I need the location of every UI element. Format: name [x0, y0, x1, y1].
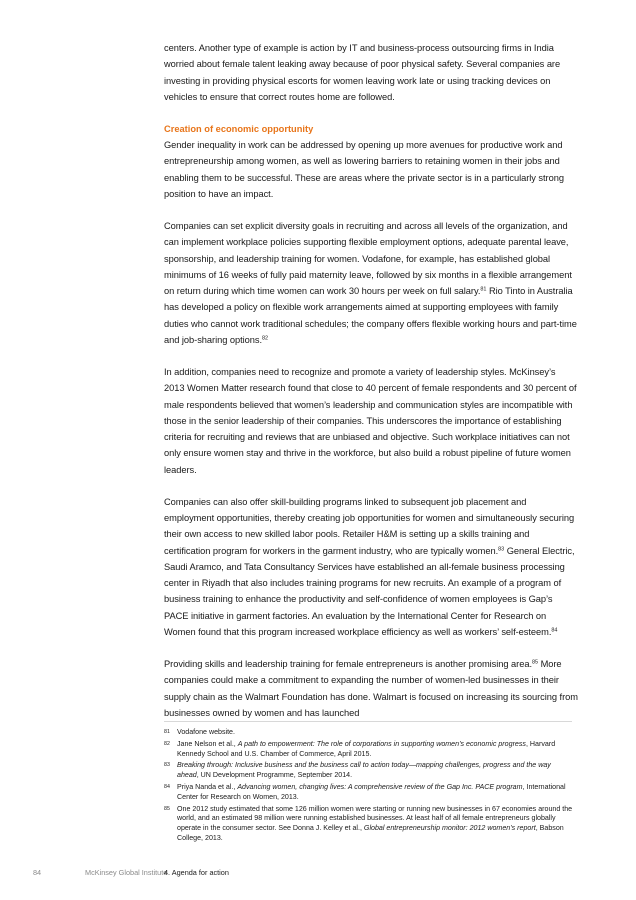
- section-heading: Creation of economic opportunity: [164, 124, 314, 134]
- footnotes: [164, 728, 574, 846]
- main-content: [164, 40, 578, 721]
- footnote-text: Priya Nanda et al.,: [177, 783, 238, 792]
- footnote-number: 85: [164, 805, 170, 812]
- paragraph-text: Providing skills and leadership training for female entrepreneurs is another promising area.: [164, 659, 532, 669]
- footnote-text: , Harvard Kennedy School and U.S. Chamber of Commerce, April 2015.: [177, 739, 556, 758]
- footnote-text: , International Center for Research on Women, 2013.: [177, 783, 566, 801]
- footnote-number: 84: [164, 784, 170, 791]
- footnote-number: 83: [164, 762, 170, 769]
- footnote-title: Breaking through: Inclusive business and the business call to action today—mapping challenges, progress and the way ahead: [177, 761, 551, 780]
- footnote-text: Jane Nelson et al.,: [177, 739, 238, 748]
- footnote-text: One 2012 study estimated that some 126 million women were starting or running new businesses in 67 economies around the world, and an estimated 98 million were running established businesses. At least half of all female entrepreneurs globally operate in the consumer sector. See Donna J. Kelley et al.,: [177, 804, 573, 833]
- footnote: [164, 805, 574, 844]
- footnote-divider: [164, 721, 572, 722]
- body-paragraph: [164, 656, 578, 721]
- section-title: 4. Agenda for action: [164, 868, 229, 877]
- footnote-reference[interactable]: 84: [551, 627, 558, 634]
- paragraph-text: Companies can also offer skill-building programs linked to subsequent job placement and employment opportunities, thereby creating job opportunities for women and simultaneously securing their own access to new skilled labor pools. Retailer H&M is setting up a skills training and certification program for workers in the garment industry, who are typically women.: [164, 496, 575, 556]
- footnote-number: 82: [164, 740, 170, 747]
- body-paragraph: Gender inequality in work can be addressed by opening up more avenues for productive work and entrepreneurship among women, as well as lowering barriers to retaining women in their jobs and enabling them to be successful. These are areas where the private sector is in a particularly strong position to have an impact.: [164, 140, 564, 199]
- footnote-reference[interactable]: 85: [532, 659, 539, 666]
- footnote-title: Advancing women, changing lives: A comprehensive review of the Gap Inc. PACE program: [237, 783, 523, 792]
- paragraph-text: Companies can set explicit diversity goals in recruiting and across all levels of the organization, and can implement workplace policies supporting flexible employment options, adequate parental leave, sponsorship, and leadership training for women. Vodafone, for example, has established global minimums of 16 weeks of fully paid maternity leave, followed by six months in a flexible arrangement on return during which time women can work 30 hours per week on full salary.: [164, 221, 572, 296]
- body-paragraph: [164, 218, 578, 348]
- body-paragraph: [164, 494, 578, 640]
- footnote-text: , UN Development Programme, September 2014.: [196, 771, 353, 780]
- page-number: 84: [33, 868, 42, 877]
- paragraph-text: More companies could make a commitment to expanding the number of women-led businesses in their supply chain as the Walmart Foundation has done. Walmart is focused on increasing its sourcing from businesses owned by women and has launched: [164, 659, 578, 718]
- paragraph-text: General Electric, Saudi Aramco, and Tata Consultancy Services have established an all-female business processing center in Riyadh that also includes training programs for new recruits. An example of a program of business training to enhance the productivity and self-confidence of women employees is Gap’s PACE initiative in garment factories. An evaluation by the International Center for Research on Women found that this program increased workplace efficiency as well as workers’ self-esteem.: [164, 545, 575, 637]
- footnote-title: A path to empowerment: The role of corporations in supporting women’s economic progress: [237, 739, 526, 748]
- footnote-text: , Babson College, 2013.: [177, 824, 564, 842]
- footnote: [164, 740, 574, 759]
- footnote: [164, 783, 574, 802]
- footnote-reference[interactable]: 83: [498, 546, 505, 552]
- footnote-title: Global entrepreneurship monitor: 2012 women’s report: [363, 824, 536, 833]
- footnote-reference[interactable]: 82: [262, 335, 269, 342]
- footnote-reference[interactable]: 81: [480, 286, 487, 293]
- footnote: [164, 728, 574, 738]
- paragraph-text: Rio Tinto in Australia has developed a policy on flexible work arrangements aimed at supporting employees with family duties who cannot work traditional schedules; the company offers flexible working hours and part-time and job-sharing options.: [164, 286, 577, 345]
- body-paragraph: centers. Another type of example is action by IT and business-process outsourcing firms in India worried about female talent leaking away because of poor physical safety. Several companies are investing in providing physical escorts for women leaving work late or using tracking devices on vehicles to ensure that correct routes home are followed.: [164, 43, 561, 102]
- publisher-name: McKinsey Global Institute: [85, 868, 168, 877]
- footnote-text: Vodafone website.: [177, 728, 235, 736]
- footnote-number: 81: [164, 729, 170, 735]
- body-paragraph: In addition, companies need to recognize and promote a variety of leadership styles. McKinsey’s 2013 Women Matter research found that close to 40 percent of female respondents and 30 percent of male respondents believed that women’s leadership and communication styles are incompatible with those in the senior leadership of their companies. This underscores the importance of establishing criteria for recruiting and reviews that are unbiased and objective. Such workplace initiatives can not only ensure women stay and thrive in the workforce, but also build a robust pipeline of future women leaders.: [164, 367, 577, 475]
- footnote: [164, 761, 574, 780]
